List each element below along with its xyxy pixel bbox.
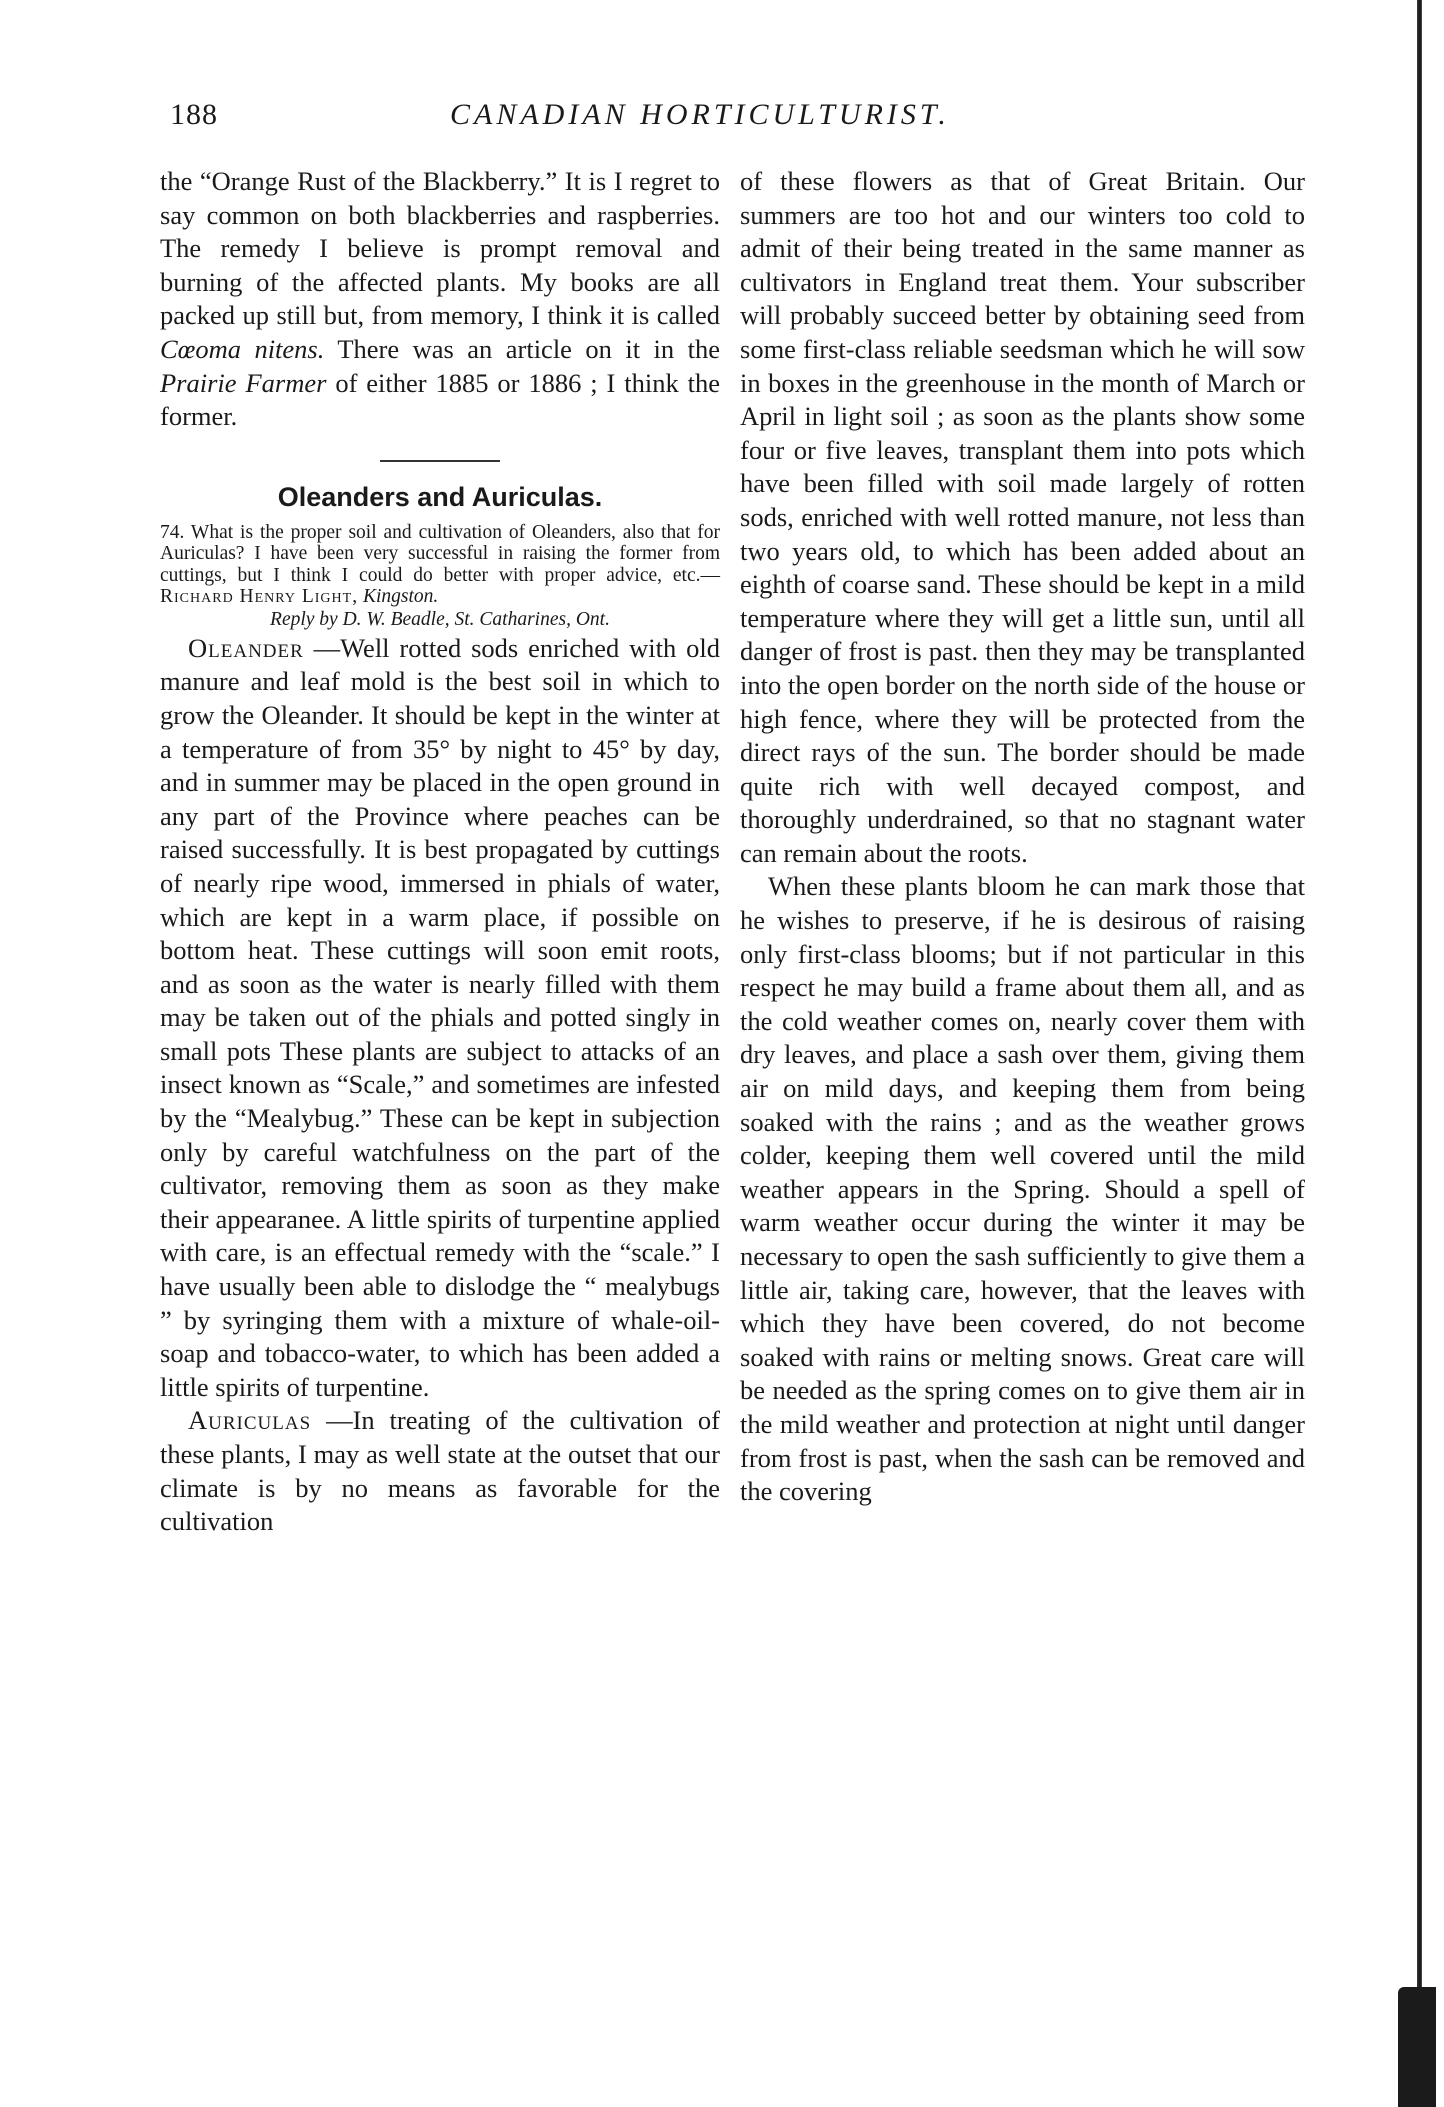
auriculas-paragraph [160, 1404, 720, 1538]
auriculas-continued-paragraph: of these flowers as that of Great Britain. Our summers are too hot and our winters too cold to admit of their being treated in the same manner as cultivators in England treat them. Your subscriber will probably succeed better by obtaining seed from some first-class reliable seedsman which he will sow in boxes in the greenhouse in the month of March or April in light soil ; as soon as the plants show some four or five leaves, transplant them into pots which have been filled with soil made largely of rotten sods, enriched with well rotted manure, not less than two years old, to which has been added about an eighth of coarse sand. These should be kept in a mild temperature where they will get a little sun, until all danger of frost is past. then they may be transplanted into the open border on the north side of the house or high fence, where they will be protected from the direct rays of the sun. The border should be made quite rich with well decayed compost, and thoroughly underdrained, so that no stagnant water can remain about the roots. [740, 166, 1305, 868]
intro-text-a: the “Orange Rust of the Blackberry.” It is I regret to say common on both blackberries and raspberries. The remedy I believe is prompt removal and burning of the affected plants. My books are all packed up still but, from memory, I think it is called [160, 166, 720, 331]
page-scan-edge [1417, 0, 1422, 2107]
left-column [160, 165, 720, 1539]
running-head [160, 98, 1310, 148]
reader-query [160, 522, 720, 608]
section-divider [380, 460, 500, 462]
intro-text-b: There was an article on it in the [324, 333, 720, 364]
journal-title: CANADIAN HORTICULTURIST. [450, 98, 950, 131]
intro-paragraph [160, 165, 720, 434]
blooming-care-paragraph: When these plants bloom he can mark those that he wishes to preserve, if he is desirous of raising only first-class blooms; but if not particular in this respect he may build a frame about them all, and as the cold weather comes on, nearly cover them with dry leaves, and place a sash over them, giving them air on mild days, and keeping them from being soaked with the rains ; and as the weather grows colder, keeping them well covered until the mild weather appears in the Spring. Should a spell of warm weather occur during the winter it may be necessary to open the sash sufficiently to give them a little air, taking care, however, that the leaves with which they have been covered, do not become soaked with rains or melting snows. Great care will be needed as the spring comes on to give them air in the mild weather and protection at night until danger from frost is past, when the sash can be removed and the covering [740, 871, 1305, 1507]
intro-species-name: Cœoma nitens. [160, 333, 325, 364]
oleander-lead: Oleander [188, 632, 304, 663]
query-text: 74. What is the proper soil and cultivation of Oleanders, also that for Auriculas? I have been very successful in raising the former from cuttings, but I think I could do better with proper advice, etc.— [160, 521, 720, 586]
oleander-paragraph [160, 632, 720, 1405]
intro-text-c: of either 1885 or 1886 ; I think the former. [160, 367, 721, 432]
right-column [740, 165, 1305, 1509]
query-place: Kingston. [362, 586, 439, 608]
query-author: Richard Henry Light, [160, 586, 359, 608]
auriculas-text: —In treating of the cultivation of these plants, I may as well state at the outset that our climate is by no means as favorable for the cultivation [160, 1405, 720, 1537]
auriculas-lead: Auriculas [188, 1405, 312, 1436]
scan-edge-blot [1398, 1987, 1436, 2107]
section-heading: Oleanders and Auriculas. [277, 481, 603, 512]
page-number: 188 [170, 98, 218, 131]
reply-attribution: Reply by D. W. Beadle, St. Catharines, Ont. [270, 608, 610, 630]
oleander-text: —Well rotted sods enriched with old manure and leaf mold is the best soil in which to grow the Oleander. It should be kept in the winter at a temperature of from 35° by night to 45° by day, and in summer may be placed in the open ground in any part of the Province where peaches can be raised successfully. It is best propagated by cuttings of nearly ripe wood, immersed in phials of water, which are kept in a warm place, if possible on bottom heat. These cuttings will soon emit roots, and as soon as the water is nearly filled with them may be taken out of the phials and potted singly in small pots These plants are subject to attacks of an insect known as “Scale,” and sometimes are infested by the “Mealybug.” These can be kept in subjection only by careful watchfulness on the part of the cultivator, removing them as soon as they make their appearanee. A little spirits of turpentine applied with care, is an effectual remedy with the “scale.” I have usually been able to dislodge the “ mealybugs ” by syringing them with a mixture of whale-oil-soap and tobacco-water, to which has been added a little spirits of turpentine. [160, 632, 720, 1402]
intro-publication-name: Prairie Farmer [160, 367, 327, 398]
